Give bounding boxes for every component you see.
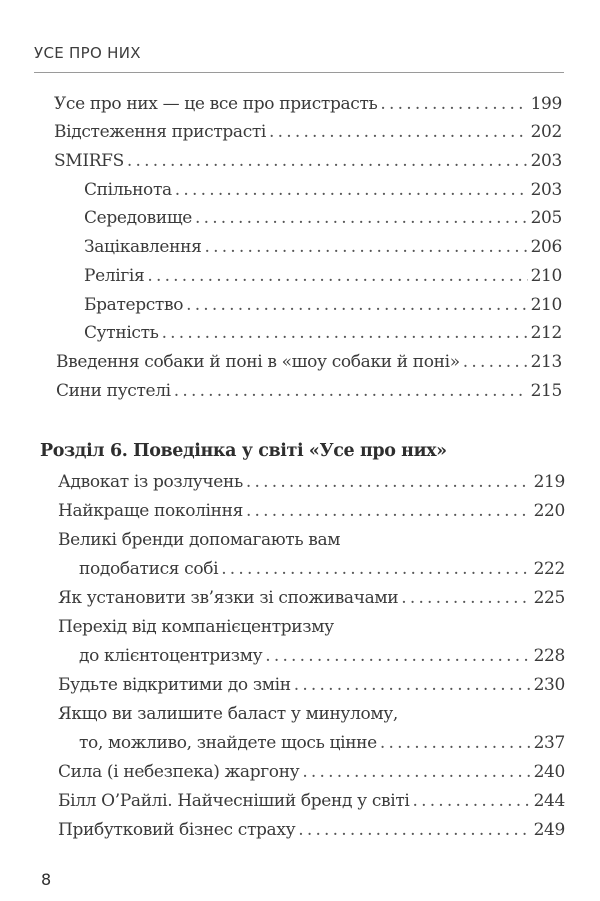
toc-entry[interactable] xyxy=(58,762,565,782)
toc-entry-page: 249 xyxy=(533,820,565,840)
toc-entry-title: Білл О’Райлі. Найчесніший бренд у світі xyxy=(58,791,410,811)
dot-leader xyxy=(265,646,530,666)
toc-entry-title: Найкраще покоління xyxy=(58,501,243,521)
dot-leader xyxy=(401,588,530,608)
toc-entry-title: подобатися собі xyxy=(79,559,219,579)
toc-entry-page: 212 xyxy=(530,323,562,343)
toc-entry-title: до клієнтоцентризму xyxy=(79,646,263,666)
toc-entry[interactable] xyxy=(56,352,562,372)
toc-entry[interactable] xyxy=(58,675,565,695)
running-head: УСЕ ПРО НИХ xyxy=(34,44,141,62)
toc-entry-page: 225 xyxy=(533,588,565,608)
toc-entry[interactable] xyxy=(58,791,565,811)
dot-leader xyxy=(412,791,530,811)
dot-leader xyxy=(246,501,531,521)
toc-entry-page: 237 xyxy=(533,733,565,753)
toc-entry-title: Середовище xyxy=(84,208,192,228)
toc-entry[interactable] xyxy=(58,820,565,840)
dot-leader xyxy=(127,151,528,171)
chapter-title[interactable]: Розділ 6. Поведінка у світі «Усе про них» xyxy=(40,441,447,461)
dot-leader xyxy=(147,266,527,286)
toc-entry-page: 230 xyxy=(533,675,565,695)
toc-entry-title: Сутність xyxy=(84,323,159,343)
toc-entry-page: 203 xyxy=(530,151,562,171)
toc-entry-page: 219 xyxy=(533,472,565,492)
toc-entry-title: SMIRFS xyxy=(54,151,124,171)
toc-entry-page: 220 xyxy=(533,501,565,521)
toc-entry-page: 199 xyxy=(530,94,562,114)
toc-entry[interactable] xyxy=(56,381,562,401)
toc-entry[interactable] xyxy=(79,559,565,579)
dot-leader xyxy=(298,820,530,840)
toc-entry-title: Прибутковий бізнес страху xyxy=(58,820,296,840)
dot-leader xyxy=(380,733,531,753)
toc-entry-title: Братерство xyxy=(84,295,184,315)
toc-entry-page: 222 xyxy=(533,559,565,579)
toc-entry-title: Релігія xyxy=(84,266,145,286)
toc-subentry[interactable] xyxy=(84,237,562,257)
header-rule xyxy=(34,72,564,73)
toc-entry-title: Будьте відкритими до змін xyxy=(58,675,291,695)
dot-leader xyxy=(246,472,531,492)
toc-entry-title-line1[interactable]: Великі бренди допомагають вам xyxy=(58,530,341,550)
dot-leader xyxy=(221,559,530,579)
toc-entry-page: 228 xyxy=(533,646,565,666)
toc-entry-title-line1[interactable]: Перехід від компанієцентризму xyxy=(58,617,334,637)
dot-leader xyxy=(204,237,527,257)
toc-entry-page: 240 xyxy=(533,762,565,782)
toc-entry-page: 244 xyxy=(533,791,565,811)
toc-entry[interactable] xyxy=(54,94,562,114)
toc-subentry[interactable] xyxy=(84,323,562,343)
toc-entry-title: Сини пустелі xyxy=(56,381,171,401)
toc-entry-page: 203 xyxy=(530,180,562,200)
dot-leader xyxy=(186,295,528,315)
toc-entry-title: Відстеження пристрасті xyxy=(54,122,267,142)
toc-entry-title: Сила (і небезпека) жаргону xyxy=(58,762,300,782)
toc-entry[interactable] xyxy=(54,122,562,142)
toc-subentry[interactable] xyxy=(84,295,562,315)
toc-entry-page: 202 xyxy=(530,122,562,142)
toc-entry-title-line1[interactable]: Якщо ви залишите баласт у минулому, xyxy=(58,704,398,724)
toc-entry-page: 213 xyxy=(530,352,562,372)
dot-leader xyxy=(463,352,528,372)
toc-entry[interactable] xyxy=(54,151,562,171)
toc-entry-page: 210 xyxy=(530,266,562,286)
toc-entry-page: 215 xyxy=(530,381,562,401)
page-number: 8 xyxy=(41,870,52,889)
dot-leader xyxy=(302,762,530,782)
toc-entry-page: 205 xyxy=(530,208,562,228)
toc-subentry[interactable] xyxy=(84,180,562,200)
toc-entry-title: Як установити зв’язки зі споживачами xyxy=(58,588,399,608)
toc-subentry[interactable] xyxy=(84,208,562,228)
toc-entry-page: 206 xyxy=(530,237,562,257)
toc-entry-title: Спільнота xyxy=(84,180,172,200)
dot-leader xyxy=(380,94,527,114)
dot-leader xyxy=(175,180,528,200)
toc-subentry[interactable] xyxy=(84,266,562,286)
dot-leader xyxy=(174,381,528,401)
toc-entry[interactable] xyxy=(79,733,565,753)
dot-leader xyxy=(269,122,528,142)
toc-entry-title: Усе про них — це все про пристрасть xyxy=(54,94,378,114)
dot-leader xyxy=(195,208,528,228)
toc-entry[interactable] xyxy=(58,472,565,492)
toc-entry-title: Введення собаки й поні в «шоу собаки й поні» xyxy=(56,352,460,372)
dot-leader xyxy=(294,675,531,695)
toc-entry-page: 210 xyxy=(530,295,562,315)
toc-entry-title: Зацікавлення xyxy=(84,237,202,257)
toc-entry[interactable] xyxy=(79,646,565,666)
toc-entry[interactable] xyxy=(58,501,565,521)
toc-entry-title: то, можливо, знайдете щось цінне xyxy=(79,733,377,753)
dot-leader xyxy=(162,323,528,343)
toc-entry[interactable] xyxy=(58,588,565,608)
toc-entry-title: Адвокат із розлучень xyxy=(58,472,243,492)
